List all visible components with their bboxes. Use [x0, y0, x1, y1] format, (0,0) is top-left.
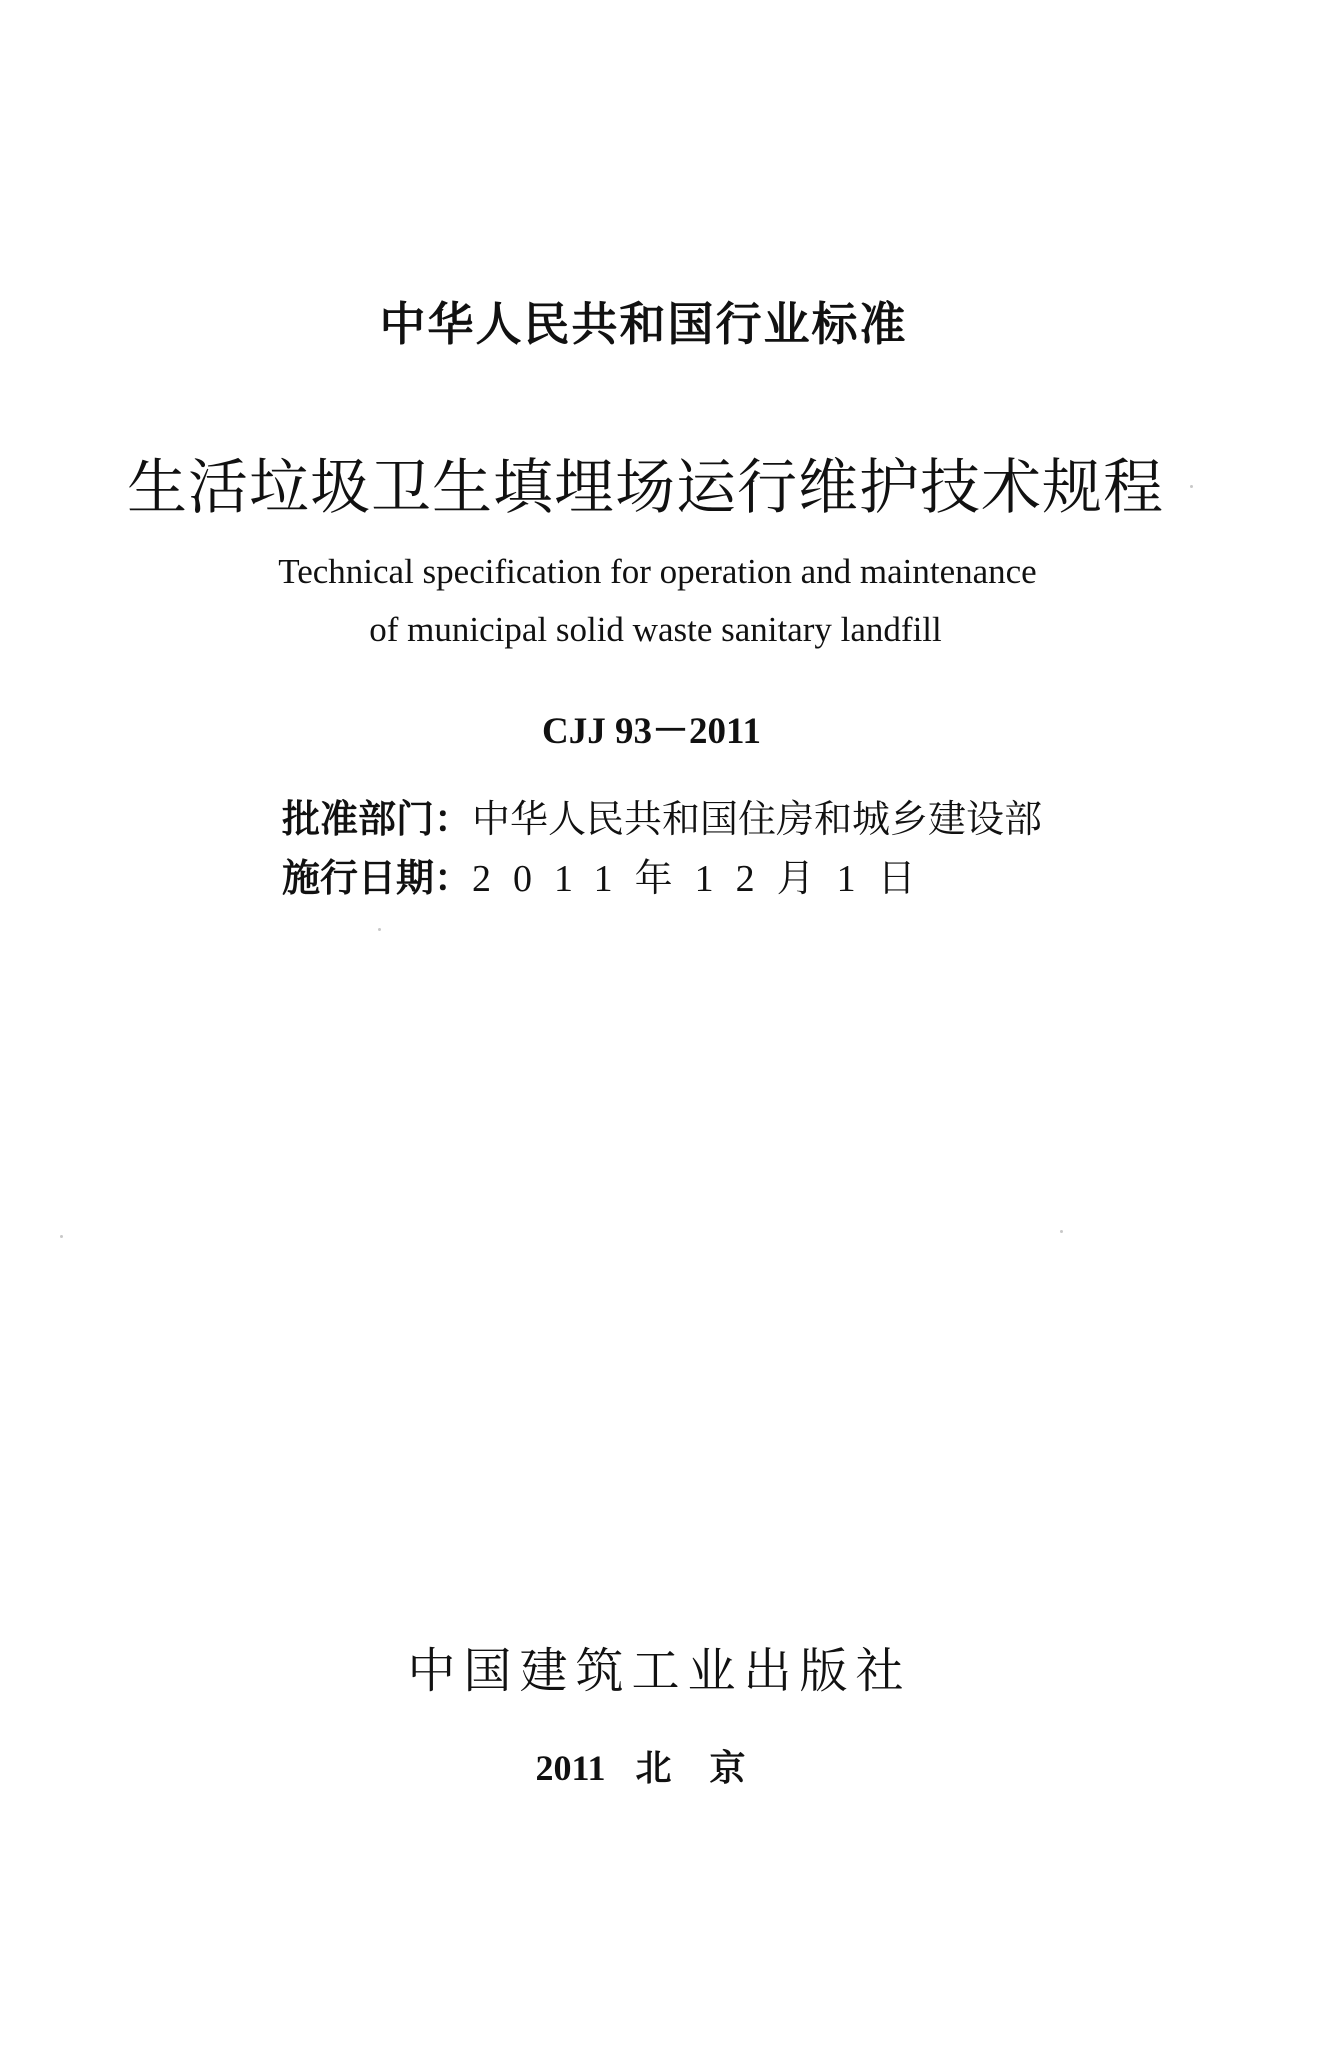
scan-speck	[1060, 1230, 1063, 1233]
publication-city: 北京	[635, 1748, 784, 1789]
title-english-line-2: of municipal solid waste sanitary landfill	[369, 610, 942, 649]
effective-date-value: 2011年12月1日	[472, 858, 938, 900]
title-english-line-1: Technical specification for operation and maintenance	[278, 552, 1037, 591]
publisher-name: 中国建筑工业出版社	[407, 1643, 912, 1699]
approval-label: 批准部门：	[282, 797, 473, 841]
scan-speck	[1190, 485, 1193, 488]
scan-speck	[60, 1235, 63, 1238]
publication-line	[0, 1740, 1325, 1791]
scan-speck	[378, 928, 381, 931]
approval-value: 中华人民共和国住房和城乡建设部	[472, 797, 1043, 841]
effective-date-row	[282, 847, 938, 902]
standard-category: 中华人民共和国行业标准	[379, 297, 908, 351]
effective-date-label: 施行日期：	[282, 856, 473, 900]
publication-year: 2011	[535, 1748, 606, 1788]
approval-row	[282, 788, 1042, 843]
standard-code: CJJ 93－2011	[542, 711, 761, 752]
title-chinese: 生活垃圾卫生填埋场运行维护技术规程	[127, 453, 1164, 523]
